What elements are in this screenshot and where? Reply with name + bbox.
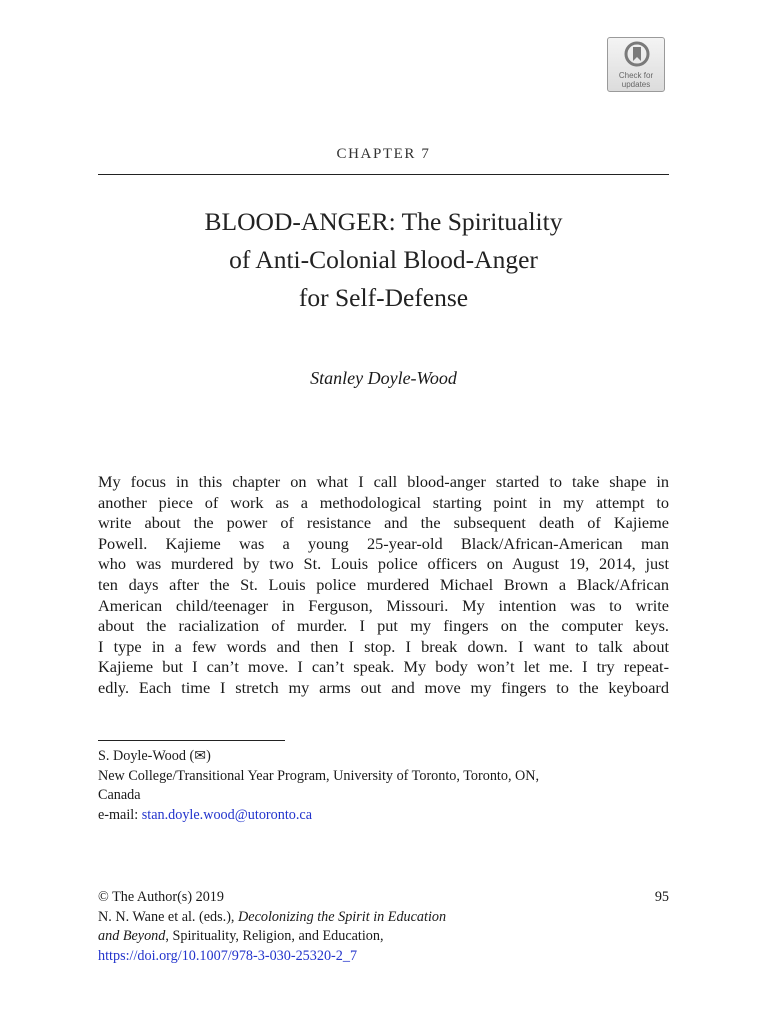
author-affiliation: S. Doyle-Wood (✉) New College/Transitional Year Program, University of Toronto, Toronto, ON, Canada e-mail: stan.doyle.wood@utoronto.ca xyxy=(98,747,669,825)
title-line: of Anti-Colonial Blood-Anger xyxy=(229,245,538,274)
body-line: who was murdered by two St. Louis police officers on August 19, 2014, just xyxy=(98,554,669,574)
check-for-updates-badge[interactable] xyxy=(607,37,665,92)
author-name: Stanley Doyle-Wood xyxy=(310,368,457,388)
body-line: American child/teenager in Ferguson, Missouri. My intention was to write xyxy=(98,595,669,615)
publication-footer xyxy=(98,888,669,966)
body-line: I type in a few words and then I stop. I break down. I want to talk about xyxy=(98,636,669,656)
affiliation-institution: New College/Transitional Year Program, University of Toronto, Toronto, ON, xyxy=(98,767,540,784)
body-line: Kajieme but I can’t move. I can’t speak. My body won’t let me. I try repeat- xyxy=(98,657,669,677)
affiliation-country: Canada xyxy=(98,787,141,803)
mail-icon: ✉ xyxy=(194,748,207,764)
chapter-label: CHAPTER 7 xyxy=(336,146,431,162)
body-line: Powell. Kajieme was a young 25-year-old Black/African-American man xyxy=(98,533,669,553)
series-name: , Spirituality, Religion, and Education, xyxy=(165,928,384,944)
page-number: 95 xyxy=(654,889,669,905)
body-line: about the racialization of murder. I put my fingers on the computer keys. xyxy=(98,616,669,636)
badge-label: Check for updates xyxy=(618,71,654,89)
body-paragraph xyxy=(98,472,669,699)
body-line: edly. Each time I stretch my arms out and move my fingers to the keyboard xyxy=(98,677,669,697)
title-line: BLOOD-ANGER: The Spirituality xyxy=(204,207,563,236)
chapter-divider xyxy=(98,174,669,175)
editors: N. N. Wane et al. (eds.), xyxy=(98,908,239,925)
copyright: © The Author(s) 2019 xyxy=(98,889,224,905)
affiliation-name: S. Doyle-Wood ( xyxy=(98,748,195,764)
crossmark-icon xyxy=(624,41,650,69)
footnote-divider xyxy=(98,740,285,741)
email-label: e-mail: xyxy=(98,806,142,823)
body-line: another piece of work as a methodological starting point in my attempt to xyxy=(98,492,669,512)
book-title-cont: and Beyond xyxy=(98,928,166,944)
book-title: Decolonizing the Spirit in Education xyxy=(238,908,447,925)
body-line: write about the power of resistance and the subsequent death of Kajieme xyxy=(98,513,669,533)
doi-link[interactable]: https://doi.org/10.1007/978-3-030-25320-2_7 xyxy=(98,947,358,964)
body-line: ten days after the St. Louis police murdered Michael Brown a Black/African xyxy=(98,574,669,594)
email-link[interactable]: stan.doyle.wood@utoronto.ca xyxy=(141,806,313,823)
body-line: My focus in this chapter on what I call blood-anger started to take shape in xyxy=(98,472,669,491)
chapter-title xyxy=(98,203,669,317)
title-line: for Self-Defense xyxy=(298,283,469,312)
